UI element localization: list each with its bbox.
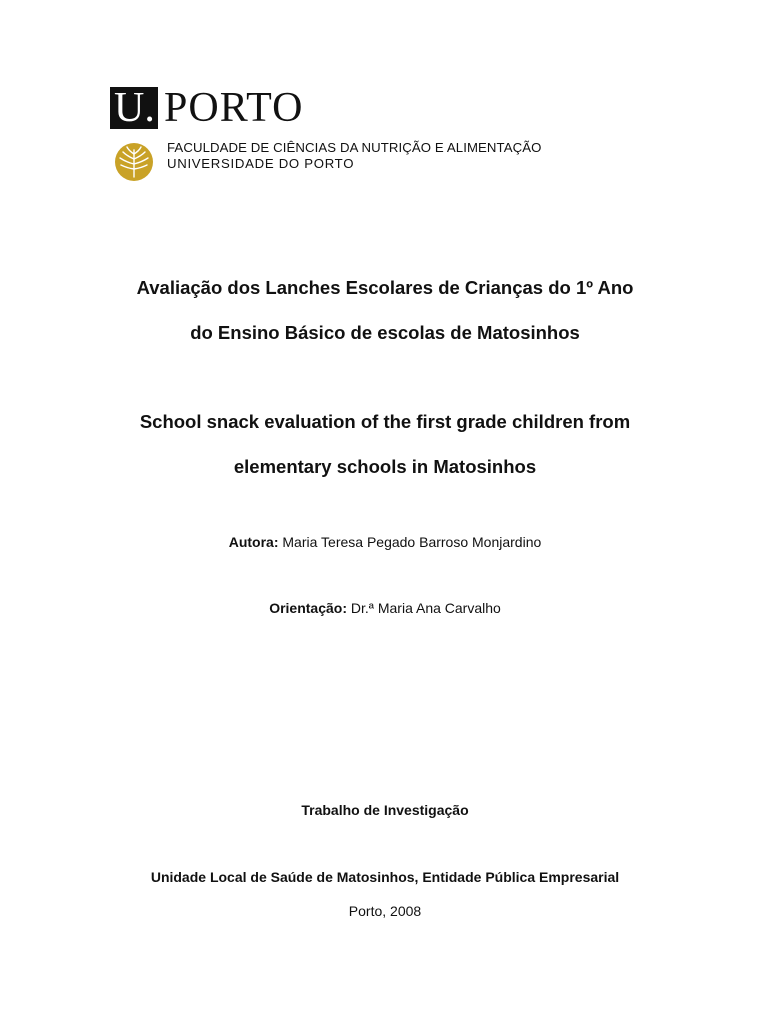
work-type: Trabalho de Investigação [301,802,469,818]
institution: Unidade Local de Saúde de Matosinhos, Entidade Pública Empresarial [150,869,620,885]
advisor-line [0,599,770,617]
author-label: Autora: [228,534,279,550]
advisor-value: Dr.ª Maria Ana Carvalho [350,600,501,616]
author-value: Maria Teresa Pegado Barroso Monjardino [282,534,542,550]
title-pt-line2: do Ensino Básico de escolas de Matosinhos [190,322,580,343]
logo-dot: . [144,87,155,129]
logo-u-letter: U [114,87,145,129]
advisor-label: Orientação: [269,600,347,616]
university-name: UNIVERSIDADE DO PORTO [167,156,355,171]
title-pt-line1: Avaliação dos Lanches Escolares de Crianças do 1º Ano [136,277,634,298]
logo-porto-text: PORTO [164,85,304,131]
logo-u-block [110,87,158,129]
author-line [0,533,770,551]
place-date: Porto, 2008 [348,903,422,919]
title-en-line2: elementary schools in Matosinhos [233,456,537,477]
wheat-emblem-icon [112,142,156,182]
faculty-name: FACULDADE DE CIÊNCIAS DA NUTRIÇÃO E ALIMENTAÇÃO [167,140,542,155]
title-en-line1: School snack evaluation of the first grade children from [139,411,631,432]
